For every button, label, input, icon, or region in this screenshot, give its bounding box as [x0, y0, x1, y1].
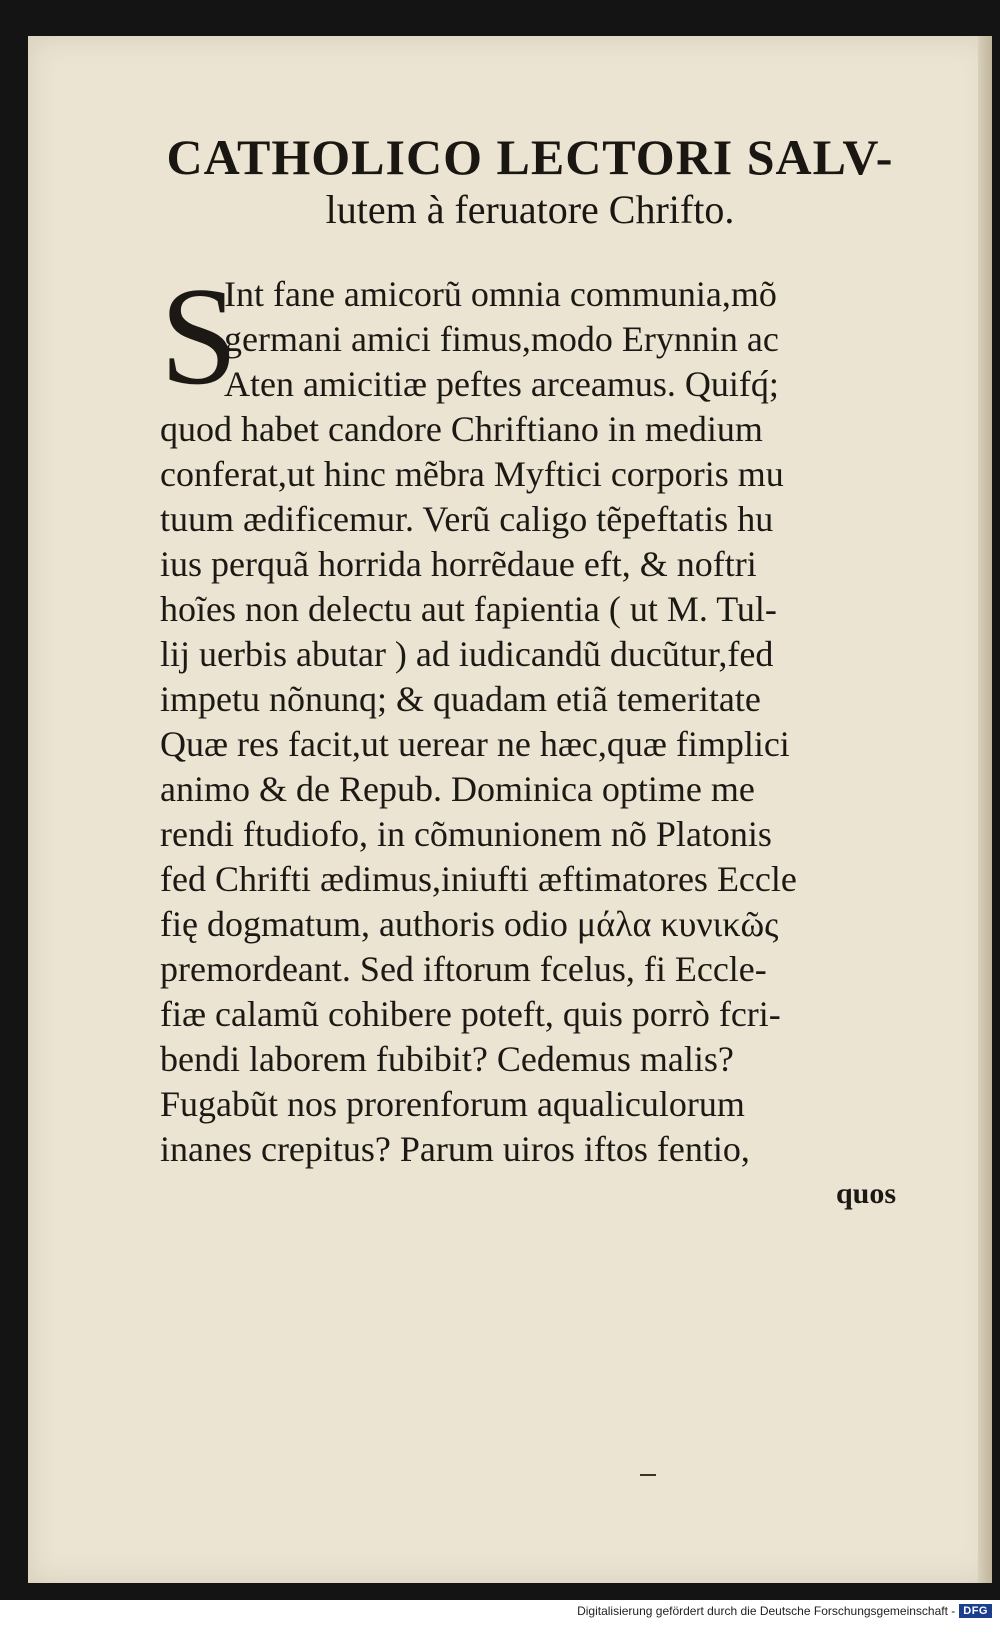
footer-credit: Digitalisierung gefördert durch die Deutsche Forschungsgemeinschaft -	[577, 1604, 956, 1618]
text-line: bendi laborem fubibit? Cedemus malis?	[160, 1039, 734, 1079]
text-line: Aten amicitiæ peftes arceamus. Quifq́;	[224, 364, 779, 404]
page-mark	[640, 1474, 656, 1476]
page-edge	[978, 36, 992, 1583]
text-line: fed Chrifti ædimus,iniufti æftimatores Eccle	[160, 859, 797, 899]
text-line: germani amici fimus,modo Erynnin ac	[224, 319, 779, 359]
heading-line-2: lutem à feruatore Chrifto.	[325, 187, 735, 232]
text-line: premordeant. Sed iftorum fcelus, fi Eccle-	[160, 949, 767, 989]
text-line: quod habet candore Chriftiano in medium	[160, 409, 763, 449]
text-line: ius perquã horrida horrẽdaue eft, & noftri	[160, 544, 757, 584]
text-line: animo & de Repub. Dominica optime me	[160, 769, 755, 809]
text-line: lij uerbis abutar ) ad iudicandũ ducũtur,fed	[160, 634, 774, 674]
dfg-logo: DFG	[959, 1604, 992, 1618]
body-text	[160, 259, 900, 1172]
text-line: tuum ædificemur. Verũ caligo tẽpeftatis hu	[160, 499, 774, 539]
text-line: hoĩes non delectu aut fapientia ( ut M. Tul-	[160, 589, 777, 629]
text-line: impetu nõnunq; & quadam etiã temeritate	[160, 679, 761, 719]
drop-cap: S	[160, 259, 238, 414]
page-heading	[160, 128, 900, 234]
text-line: fiæ calamũ cohibere poteft, quis porrò fcri-	[160, 994, 781, 1034]
text-line: conferat,ut hinc mẽbra Myftici corporis mu	[160, 454, 784, 494]
text-line: rendi ftudiofo, in cõmunionem nõ Platonis	[160, 814, 772, 854]
catchword: quos	[835, 1177, 896, 1210]
footer	[577, 1604, 992, 1618]
text-line: inanes crepitus? Parum uiros iftos fentio,	[160, 1129, 750, 1169]
text-line: Int fane amicorũ omnia communia,mõ	[224, 274, 777, 314]
text-line: Quæ res facit,ut uerear ne hæc,quæ fimplici	[160, 724, 790, 764]
text-line: Fugabũt nos prorenforum aqualiculorum	[160, 1084, 745, 1124]
text-line: fię dogmatum, authoris odio μάλα κυνικῶς	[160, 904, 779, 944]
heading-line-1: CATHOLICO LECTORI SALV-	[166, 129, 894, 185]
